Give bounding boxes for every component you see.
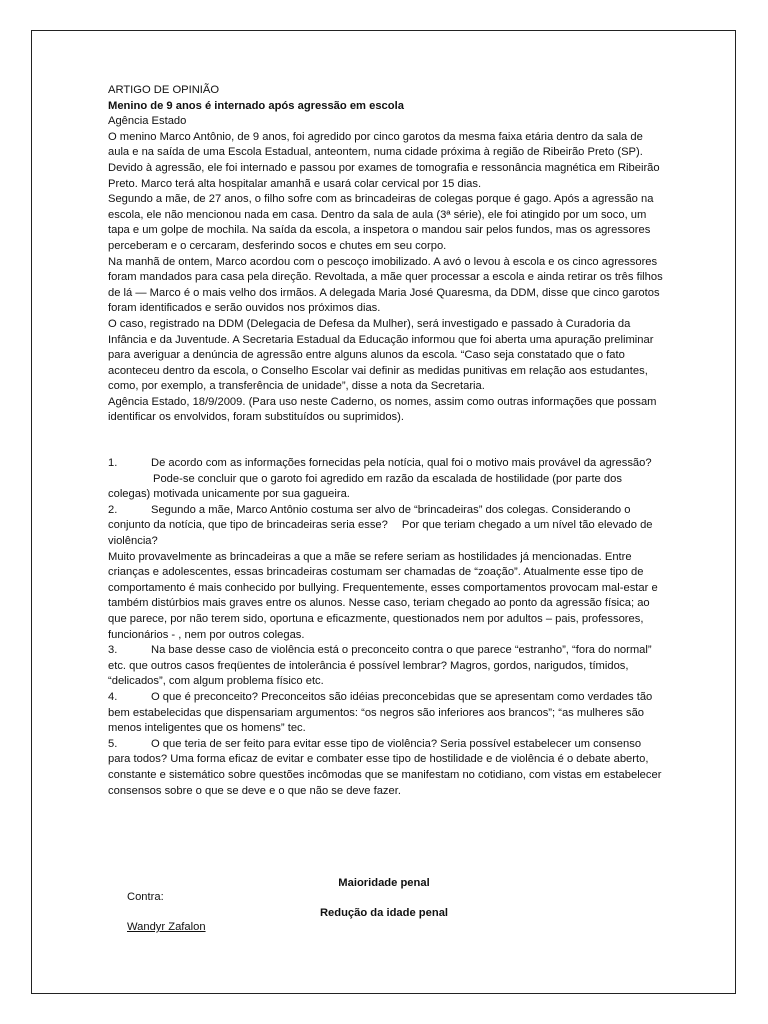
- question-answer: Pode-se concluir que o garoto foi agredido em razão da escalada de hostilidade (por parte dos colegas) motivada unicamente por sua gagueira.: [108, 472, 622, 501]
- article-paragraph: O menino Marco Antônio, de 9 anos, foi agredido por cinco garotos da mesma faixa etária dentro da sala de aula e na saída de uma Escola Estadual, anteontem, numa cidade próxima à região de Ribeirão Preto (SP). Devido à agressão, ele foi internado e passou por exames de tomografia e ressonância magnética em Ribeirão Preto. Marco terá alta hospitalar amanhã e usará colar cervical por 15 dias.: [108, 130, 660, 190]
- question-item: [108, 643, 664, 690]
- footer-title: Maioridade penal: [338, 877, 430, 889]
- questions-part-2: [108, 643, 664, 799]
- article-source: Agência Estado: [108, 115, 187, 128]
- question-item: [108, 456, 664, 503]
- question-item: [108, 737, 664, 799]
- section-label: ARTIGO DE OPINIÃO: [108, 84, 220, 96]
- footer-contra-label: Contra:: [127, 891, 164, 903]
- question-item: [108, 503, 664, 550]
- interlude-paragraph: Muito provavelmente as brincadeiras a que a mãe se refere seriam as hostilidades já mencionadas. Entre crianças e adolescentes, essas brincadeiras costumam ser chamadas de “zoação”. Atualmente esse tipo de comportamento é mais conhecido por bullying. Frequentemente, esses comportamentos provocam mal-estar e também distúrbios mais graves entre os alunos. Nesse caso, teriam chegado ao ponto da agressão física; ao que parece, por não terem sido, oportuna e eficazmente, questionados nem por adultos – pais, professores, funcionários - , nem por outros colegas.: [108, 550, 658, 641]
- question-text: O que teria de ser feito para evitar esse tipo de violência? Seria possível estabelecer um consenso para todos? Uma forma eficaz de evitar e combater esse tipo de hostilidade e de violência é o debate aberto, constante e sistemático sobre questões incômodas que se manifestam no cotidiano, com vistas em estabelecer consensos sobre o que se deve e o que não se deve fazer.: [108, 737, 662, 797]
- footer-subtitle: Redução da idade penal: [319, 907, 449, 919]
- question-number: 2.: [108, 503, 118, 516]
- headline: Menino de 9 anos é internado após agressão em escola: [108, 99, 404, 112]
- question-number: 4.: [108, 690, 118, 703]
- question-answer: Por que teriam chegado a um nível tão elevado de violência?: [108, 519, 653, 548]
- question-item: [108, 690, 664, 737]
- article-paragraph: O caso, registrado na DDM (Delegacia de Defesa da Mulher), será investigado e passado à Curadoria da Infância e da Juventude. A Secretaria Estadual da Educação informou que foi aberta uma apuração preliminar para averiguar a denúncia de agressão entre alguns alunos da escola. “Caso seja constatado que o fato aconteceu dentro da escola, o Conselho Escolar vai definir as medidas punitivas em relação aos estudantes, como, por exemplo, a transferência de unidade”, disse a nota da Secretaria.: [108, 317, 654, 393]
- article-citation: Agência Estado, 18/9/2009. (Para uso neste Caderno, os nomes, assim como outras informações que possam identificar os envolvidos, foram substituídos ou suprimidos).: [108, 395, 657, 424]
- footer-author: Wandyr Zafalon: [127, 921, 206, 933]
- article-paragraph: Na manhã de ontem, Marco acordou com o pescoço imobilizado. A avó o levou à escola e os cinco agressores foram mandados para casa pela direção. Revoltada, a mãe quer processar a escola e ainda retirar os três filhos de lá — Marco é o mais velho dos irmãos. A delegada Maria José Quaresma, da DDM, disse que cinco garotos foram identificados e serão ouvidos nos próximos dias.: [108, 255, 663, 315]
- question-text: De acordo com as informações fornecidas pela notícia, qual foi o motivo mais provável da agressão?: [151, 457, 652, 470]
- question-text: Segundo a mãe, Marco Antônio costuma ser alvo de “brincadeiras” dos colegas. Considerando o conjunto da notícia, que tipo de brincadeiras seria esse?: [108, 503, 631, 532]
- question-number: 5.: [108, 737, 118, 750]
- question-text: O que é preconceito? Preconceitos são idéias preconcebidas que se apresentam como verdades tão bem estabelecidas que dispensariam argumentos: “os negros são inferiores aos brancos”; “as mulheres são menos inteligentes que os homens” tec.: [108, 690, 653, 735]
- question-number: 1.: [108, 457, 118, 470]
- document-body: [108, 83, 664, 799]
- article-paragraph: Segundo a mãe, de 27 anos, o filho sofre com as brincadeiras de colegas porque é gago. Após a agressão na escola, ele não mencionou nada em casa. Dentro da sala de aula (3ª série), ele foi atingido por um soco, um tapa e um golpe de mochila. Na saída da escola, a inspetora o mandou sair pelos fundos, mas os agressores perceberam e o cercaram, desferindo socos e chutes em seu corpo.: [108, 193, 654, 252]
- questions-part-1: [108, 456, 664, 550]
- question-text: Na base desse caso de violência está o preconceito contra o que parece “estranho”, “fora do normal” etc. que outros casos freqüentes de intolerância é possível lembrar? Magros, gordos, narigudos, tímidos, “delicados”, com algum problema físico etc.: [108, 644, 652, 688]
- question-number: 3.: [108, 644, 118, 657]
